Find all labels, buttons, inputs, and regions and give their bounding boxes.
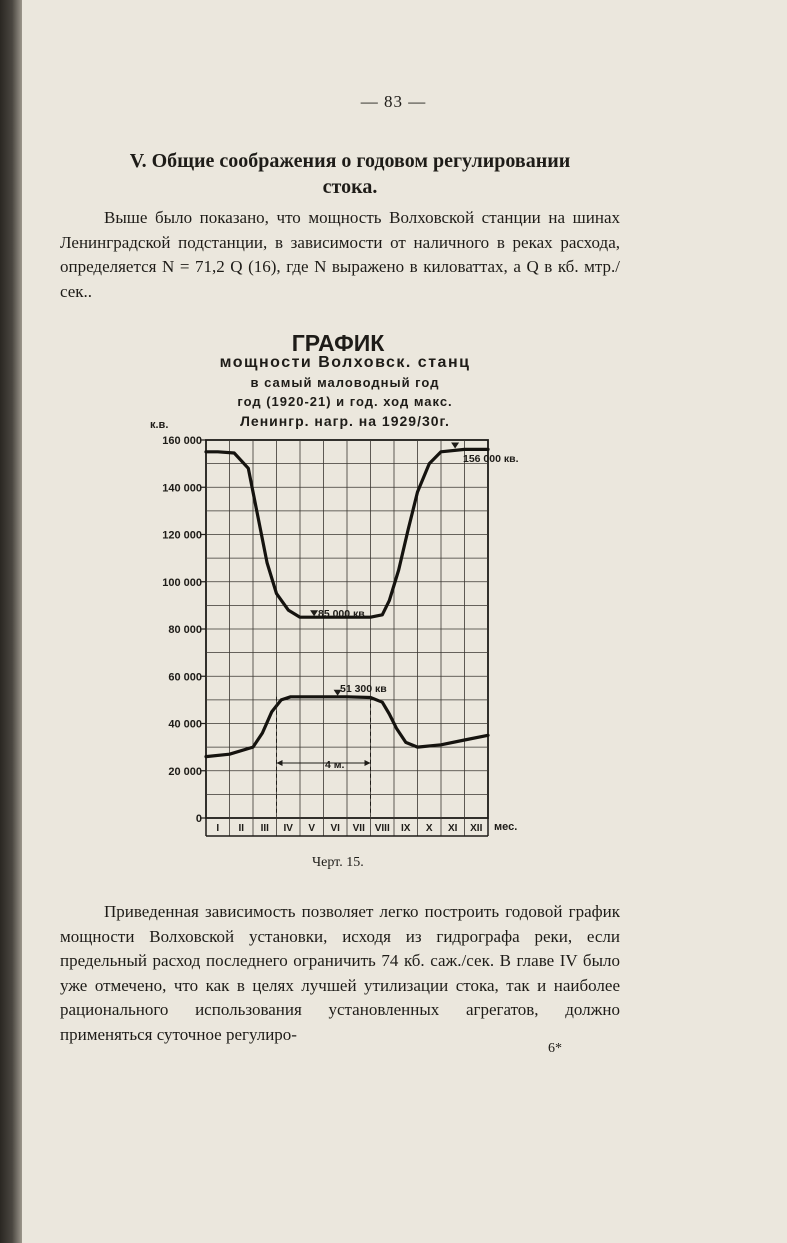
month-label: VI	[330, 823, 340, 834]
month-label: V	[308, 823, 316, 834]
marker-156000	[451, 442, 459, 448]
section-title-line-1: V. Общие соображения о годовом регулировании	[129, 150, 571, 172]
y-tick-label: 140 000	[162, 482, 202, 495]
section-title-line-2: стока.	[322, 176, 378, 198]
month-label: VIII	[374, 823, 390, 834]
span-arrowhead-left	[277, 760, 283, 766]
paragraph-1-text: Выше было показано, что мощность Волховской станции на шинах Ленинградской подстанции, в зависимости от наличного в реках расхода, определяется N = 71,2 Q (16), где N выражено в киловаттах, а Q в кб. мтр./сек..	[60, 208, 620, 301]
y-axis-unit-label: к.в.	[150, 419, 169, 431]
chart-subtitle-3: год (1920-21) и год. ход макс.	[237, 394, 453, 409]
y-tick-label: 40 000	[168, 718, 202, 731]
x-axis-unit-label: мес.	[494, 821, 518, 833]
annotation-85000: 85 000 кв	[318, 608, 365, 620]
chart-subtitle-4: Ленингр. нагр. на 1929/30г.	[240, 413, 450, 429]
month-label: IX	[401, 823, 411, 834]
month-label: III	[260, 823, 269, 834]
y-tick-label: 80 000	[168, 624, 202, 636]
paragraph-2-text: Приведенная зависимость позволяет легко построить годовой график мощности Волховской установки, исходя из гидрографа реки, если предельный расход последнего ограничить 74 кб. саж./сек. В главе IV было уже отмечено, что как в целях лучшей утилизации стока, так и наиболее рационального использования установленных агрегатов, должно применяться суточное регулиро-	[60, 902, 620, 1044]
marker-85000	[310, 610, 318, 616]
month-label: II	[238, 823, 245, 834]
y-tick-label: 100 000	[162, 576, 202, 589]
page-number: — 83 —	[360, 92, 427, 111]
span-arrowhead-right	[365, 760, 371, 766]
y-tick-label: 0	[195, 813, 202, 825]
month-label: I	[216, 823, 220, 834]
annotation-156000: 156 000 кв.	[463, 453, 519, 465]
paragraph-2	[60, 900, 620, 1047]
month-label: XII	[470, 823, 483, 834]
chart-subtitle-2: в самый маловодный год	[250, 375, 440, 390]
chart-subtitle-1: мощности Волховск. станц	[219, 354, 471, 371]
y-tick-label: 120 000	[162, 529, 202, 542]
y-tick-label: 20 000	[168, 765, 202, 778]
chart-title: ГРАФИК	[291, 330, 385, 356]
month-label: XI	[448, 823, 458, 834]
month-label: VII	[352, 823, 365, 834]
signature-mark: 6*	[548, 1041, 562, 1056]
month-label: IV	[283, 823, 293, 834]
annotation-51300: 51 300 кв	[340, 683, 387, 695]
y-tick-label: 60 000	[168, 671, 202, 684]
annotation-4-months: 4 м.	[325, 759, 345, 771]
month-label: X	[425, 823, 433, 834]
y-tick-label: 160 000	[162, 435, 202, 447]
figure-caption: Черт. 15.	[312, 855, 364, 870]
